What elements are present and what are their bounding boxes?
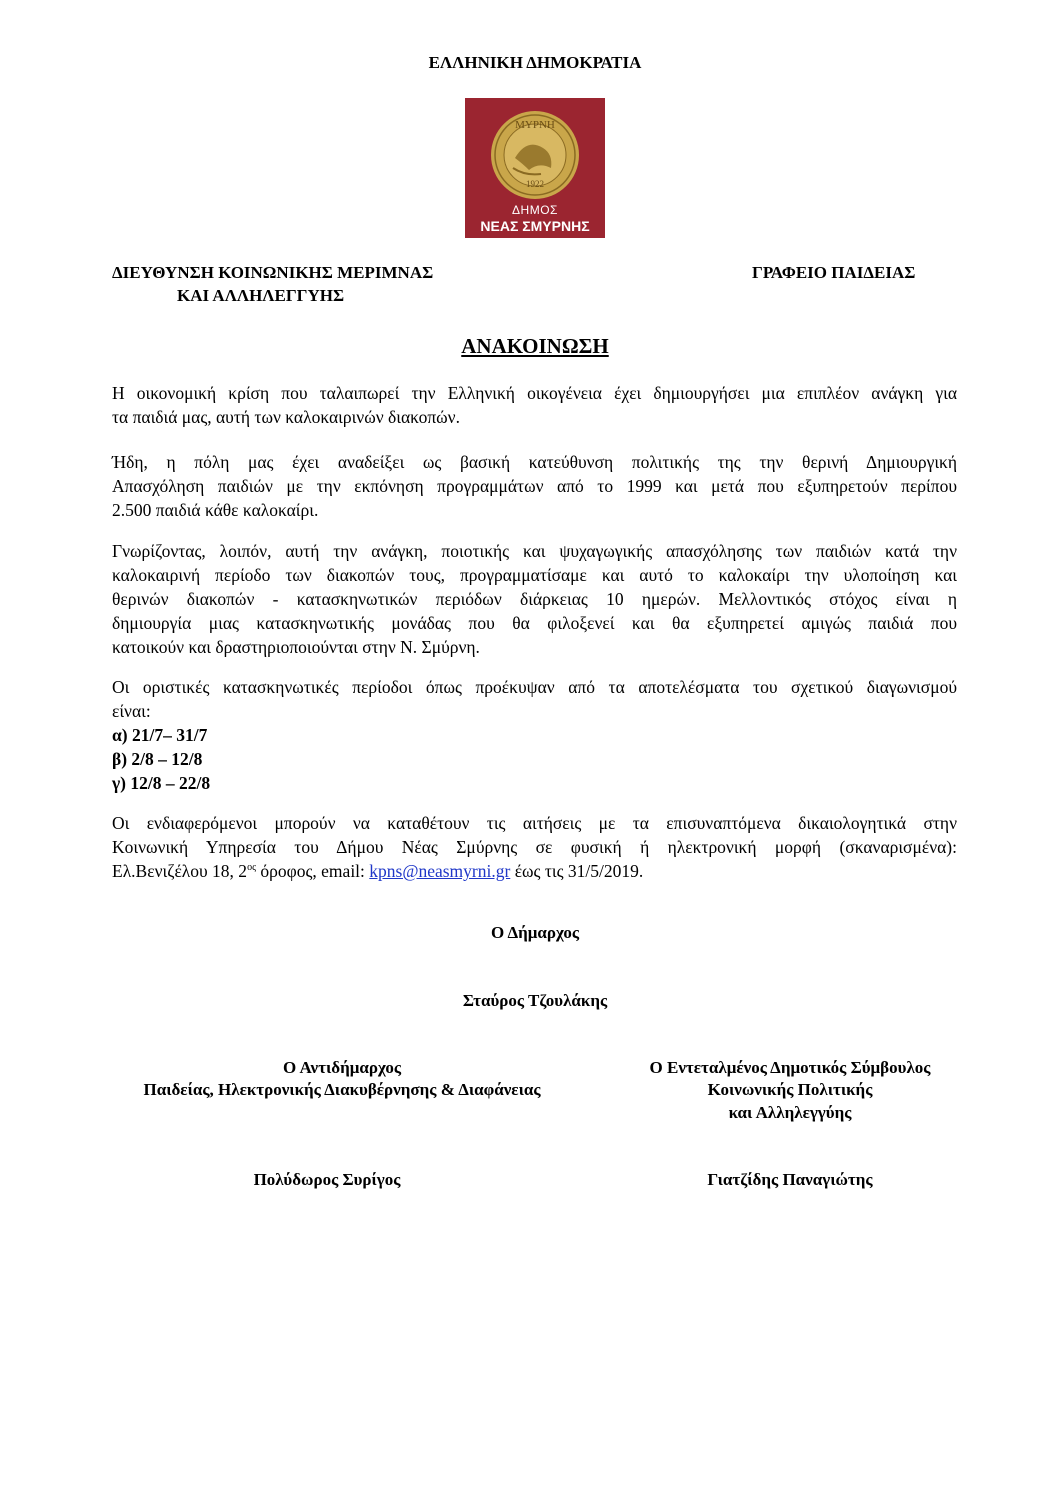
floor-superscript: ος: [247, 862, 257, 874]
logo-line-1: ΔΗΜΟΣ: [512, 203, 558, 217]
paragraph-3: [112, 539, 957, 659]
paragraph-line: Οι ενδιαφερόμενοι μπορούν να καταθέτουν τις αιτήσεις με τα επισυναπτόμενα δικαιολογητικά στην: [112, 813, 957, 833]
address-text: Ελ.Βενιζέλου 18, 2: [112, 861, 248, 881]
paragraph-line: τα παιδιά μας, αυτή των καλοκαιρινών διακοπών.: [112, 407, 460, 427]
mayor-title: Ο Δήμαρχος: [490, 923, 580, 942]
paragraph-line: Απασχόληση παιδιών με την εκπόνηση προγραμμάτων από το 1999 και μετά που εξυπηρετούν περίπου: [112, 476, 957, 496]
paragraph-2: [112, 450, 957, 522]
paragraph-line: 2.500 παιδιά κάθε καλοκαίρι.: [112, 500, 319, 520]
seal-text: ΜΥΡΝΗ: [515, 119, 555, 131]
seal-year: 1922: [526, 179, 544, 189]
deadline-text: έως τις 31/5/2019.: [510, 861, 644, 881]
republic-heading: ΕΛΛΗΝΙΚΗ ΔΗΜΟΚΡΑΤΙΑ: [428, 53, 642, 72]
paragraph-4: [112, 675, 957, 795]
paragraph-line: Κοινωνική Υπηρεσία του Δήμου Νέας Σμύρνης σε φυσική ή ηλεκτρονική μορφή (σκαναρισμένα):: [112, 837, 957, 857]
announcement-title: ΑΝΑΚΟΙΝΩΣΗ: [461, 334, 609, 358]
seal-icon: [465, 98, 605, 238]
paragraph-line: καλοκαιρινή περίοδο των διακοπών τους, προγραμματίσαμε και αυτό το καλοκαίρι την υλοποίηση και: [112, 565, 957, 585]
paragraph-5: [112, 811, 957, 883]
office-name: ΓΡΑΦΕΙΟ ΠΑΙΔΕΙΑΣ: [752, 263, 916, 282]
department-line-2: ΚΑΙ ΑΛΛΗΛΕΓΓΥΗΣ: [177, 286, 345, 305]
paragraph-line: Οι οριστικές κατασκηνωτικές περίοδοι όπως προέκυψαν από τα αποτελέσματα του σχετικού διαγωνισμού: [112, 677, 957, 697]
email-link[interactable]: kpns@neasmyrni.gr: [369, 861, 511, 881]
paragraph-line: κατοικούν και δραστηριοποιούνται στην Ν. Σμύρνη.: [112, 637, 480, 657]
contact-line: [112, 859, 957, 883]
councillor-name: Γιατζίδης Παναγιώτης: [707, 1170, 873, 1189]
deputy-mayor-role: Παιδείας, Ηλεκτρονικής Διακυβέρνησης & Διαφάνειας: [143, 1080, 541, 1099]
floor-text: όροφος, email:: [256, 861, 370, 881]
paragraph-line: θερινών διακοπών - κατασκηνωτικών περιόδων διάρκειας 10 ημερών. Μελλοντικός στόχος είναι η: [112, 589, 957, 609]
paragraph-line: Η οικονομική κρίση που ταλαιπωρεί την Ελληνική οικογένεια έχει δημιουργήσει μια επιπλέον ανάγκη για: [112, 383, 957, 403]
paragraph-line: δημιουργία μιας κατασκηνωτικής μονάδας που θα φιλοξενεί και θα εξυπηρετεί αμιγώς παιδιά που: [112, 613, 957, 633]
logo-line-2: ΝΕΑΣ ΣΜΥΡΝΗΣ: [480, 218, 590, 234]
period-item: α) 21/7– 31/7: [112, 725, 208, 745]
department-line-1: ΔΙΕΥΘΥΝΣΗ ΚΟΙΝΩΝΙΚΗΣ ΜΕΡΙΜΝΑΣ: [112, 263, 434, 282]
period-item: β) 2/8 – 12/8: [112, 749, 203, 769]
paragraph-line: Γνωρίζοντας, λοιπόν, αυτή την ανάγκη, ποιοτικής και ψυχαγωγικής απασχόλησης των παιδιών κατά την: [112, 541, 957, 561]
paragraph-line: είναι:: [112, 701, 151, 721]
deputy-mayor-title: Ο Αντιδήμαρχος: [283, 1058, 401, 1077]
paragraph-line: Ήδη, η πόλη μας έχει αναδείξει ως βασική κατεύθυνση πολιτικής της την θερινή Δημιουργική: [112, 452, 957, 472]
councillor-role-2: και Αλληλεγγύης: [728, 1103, 852, 1122]
councillor-title: Ο Εντεταλμένος Δημοτικός Σύμβουλος: [649, 1058, 931, 1077]
paragraph-1: [112, 381, 957, 429]
councillor-role-1: Κοινωνικής Πολιτικής: [707, 1080, 873, 1099]
period-item: γ) 12/8 – 22/8: [112, 773, 211, 793]
deputy-mayor-name: Πολύδωρος Συρίγος: [253, 1170, 401, 1189]
mayor-name: Σταύρος Τζουλάκης: [462, 991, 608, 1010]
municipality-logo: [465, 98, 605, 238]
